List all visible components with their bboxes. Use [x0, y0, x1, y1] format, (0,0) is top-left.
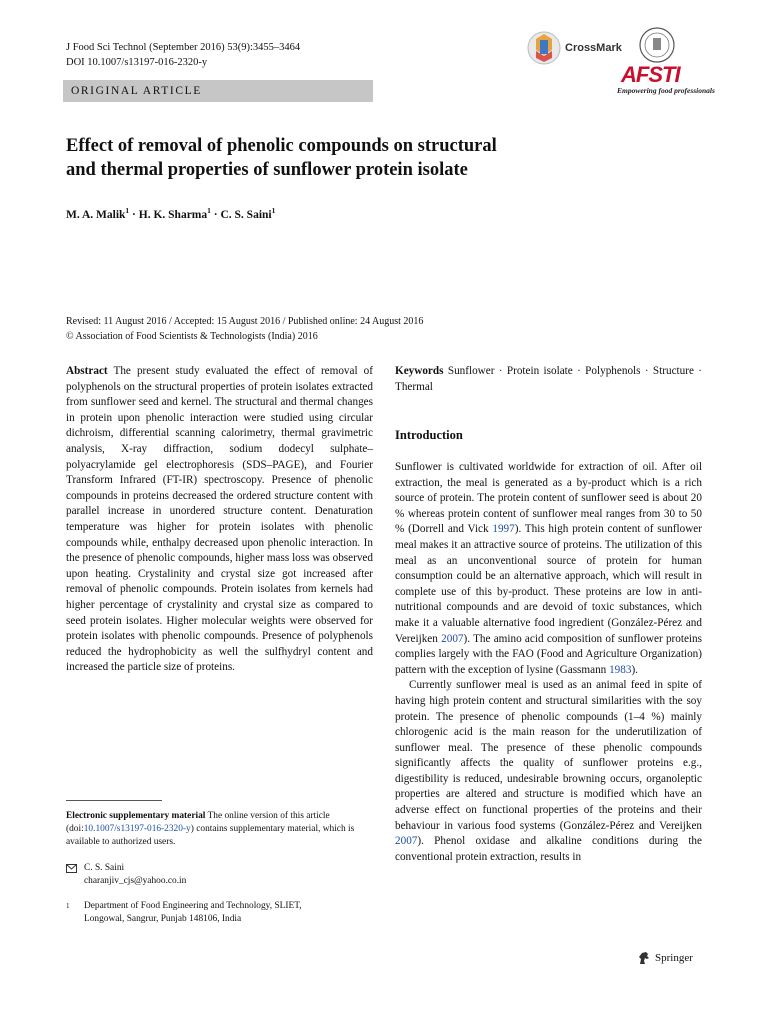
supplementary-note: Electronic supplementary material The online version of this article (doi:10.1007/s13197-016-2320-y) contains supplementary material, which is available to authorized users. — [66, 811, 355, 847]
doi-link[interactable]: 10.1007/s13197-016-2320-y — [83, 824, 191, 834]
author-affiliation-mark: 1 — [125, 206, 130, 215]
paragraph: Sunflower is cultivated worldwide for extraction of oil. After oil extraction, the meal is generated as a by-product which is a rich source of protein. The protein content of sunflower seed is about 20 % whereas protein content of sunflower meal ranges from 30 to 50 % (Dorrell and Vick 1997). This high protein content of sunflower meal makes it an attractive source of proteins. The utilization of this meal as an unconventional source of protein for human consumption could be an alternative approach, which will result in complete use of this by-product. These proteins are low in anti-nutritional compounds and are devoid of toxic substances, which make it a valuable alternative food ingredient (González-Pérez and Vereijken 2007). The amino acid composition of sunflower proteins complies largely with the FAO (Food and Agriculture Organization) pattern with the exception of lysine (Gassmann 1983). — [395, 461, 702, 676]
society-tagline: Empowering food professionals — [617, 86, 715, 95]
author-name[interactable]: H. K. Sharma — [138, 208, 208, 221]
corresponding-author: C. S. Saini — [84, 863, 125, 873]
citation-link[interactable]: 1997 — [492, 523, 515, 536]
author-name[interactable]: C. S. Saini — [220, 208, 272, 221]
affiliation-number: 1 — [66, 902, 70, 910]
journal-line: J Food Sci Technol (September 2016) 53(9):3455–3464 — [66, 42, 301, 53]
author-affiliation-mark: 1 — [271, 206, 276, 215]
springer-horse-icon — [637, 951, 651, 965]
affiliation — [66, 900, 374, 926]
publisher-mark — [637, 951, 693, 965]
keywords-text: Sunflower · Protein isolate · Polyphenols · Structure · Thermal — [395, 365, 703, 393]
publisher-name: Springer — [655, 952, 693, 964]
citation-link[interactable]: 1983 — [609, 663, 632, 676]
crossmark-badge[interactable] — [527, 30, 622, 66]
esm-label: Electronic supplementary material — [66, 811, 206, 821]
affiliation-line: Longowal, Sangrur, Punjab 148106, India — [84, 914, 242, 924]
copyright-line: © Association of Food Scientists & Technologists (India) 2016 — [66, 331, 318, 342]
section-heading-introduction: Introduction — [395, 428, 463, 442]
envelope-icon — [66, 864, 77, 873]
keywords-label: Keywords — [395, 365, 444, 377]
society-logo-text: AFSTI — [621, 62, 680, 87]
author-affiliation-mark: 1 — [207, 206, 211, 215]
author-email[interactable]: charanjiv_cjs@yahoo.co.in — [84, 876, 187, 886]
publication-history — [66, 314, 423, 344]
keywords — [395, 364, 702, 395]
correspondence — [66, 862, 186, 888]
crossmark-icon — [527, 30, 561, 66]
title-line-1: Effect of removal of phenolic compounds on structural — [66, 136, 497, 156]
abstract-label: Abstract — [66, 365, 108, 377]
doi-line: DOI 10.1007/s13197-016-2320-y — [66, 57, 208, 68]
citation-link[interactable]: 2007 — [441, 632, 464, 645]
citation-link[interactable]: 2007 — [395, 835, 418, 848]
crossmark-label: CrossMark — [565, 42, 622, 54]
abstract — [66, 364, 373, 676]
article-type-banner: ORIGINAL ARTICLE — [63, 80, 373, 102]
article-title — [66, 134, 666, 182]
author-name[interactable]: M. A. Malik — [66, 208, 126, 221]
date-line: Revised: 11 August 2016 / Accepted: 15 August 2016 / Published online: 24 August 2016 — [66, 316, 424, 327]
title-line-2: and thermal properties of sunflower protein isolate — [66, 160, 468, 180]
society-logo — [615, 26, 715, 98]
abstract-text: The present study evaluated the effect of removal of polyphenols on the structural properties of protein isolates extracted from sunflower seed and kernel. The structural and thermal changes in protein upon phenolic interaction were studied using circular dichroism, differential scanning calorimetry, thermal gravimetric analysis, X-ray diffraction, sodium dodecyl sulphate–polyacrylamide gel electrophoresis (SDS–PAGE), and Fourier Transform Infrared (FT-IR) spectroscopy. Presence of phenolic compounds in proteins decreased the ordered structure content with parallel increase in unordered structure content. Denaturation temperature was higher for protein isolates with phenolic compounds while, enthalpy decreased upon phenolic interaction. In the presence of phenolic compounds, higher mass loss was observed upon heating. Crystalinity and crystal size got increased after removal of phenolic compounds. Protein isolates from kernels had higher percentage of crystalinity and crystal size as compared to seed protein isolates. Higher molecular weights were observed for protein isolates with phenolic compounds. Presence of polyphenols reduced the hydrophobicity as well the sulfhydryl content and increased the particle size of proteins. — [66, 365, 373, 674]
author-list: M. A. Malik$^1$ · H. K. Sharma$^1$ · C. S. Saini$^1$ — [66, 206, 276, 221]
journal-citation — [66, 40, 300, 70]
affiliation-line: Department of Food Engineering and Technology, SLIET, — [84, 901, 302, 911]
footnote-divider — [66, 800, 162, 801]
introduction-body — [395, 460, 702, 865]
paragraph: Currently sunflower meal is used as an animal feed in spite of having high protein content and structural similarities with the soy protein. The presence of phenolic compounds (1–4 %) mainly chlorogenic acid is the main reason for the underutilization of sunflower meal. The presence of these phenolic compounds significantly affects the quality of sunflower proteins e.g., digestibility is reduced, undesirable browning occurs, organoleptic properties are altered and structure is modified which have an adverse effect on functional properties of the proteins and their behaviour in various food systems (González-Pérez and Vereijken 2007). Phenol oxidase and alkaline conditions during the conventional protein extraction, results in — [395, 679, 702, 863]
afsti-emblem-icon — [637, 26, 677, 64]
